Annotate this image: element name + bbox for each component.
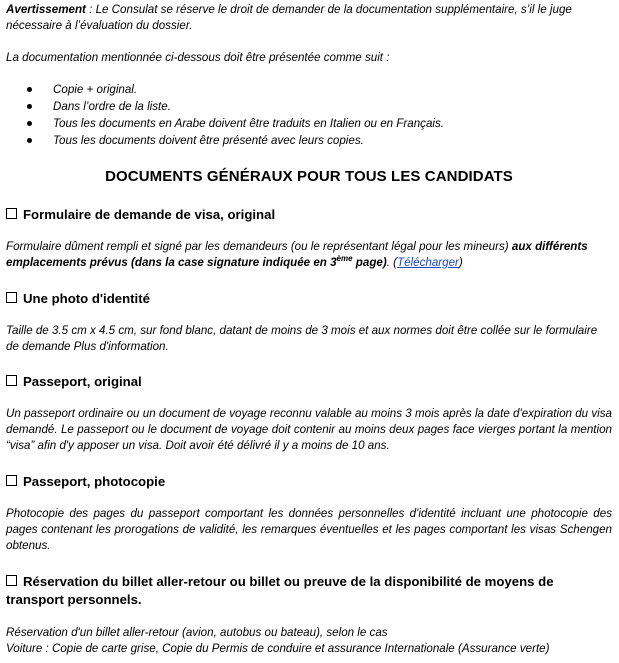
bullet-icon [27,138,32,143]
section-text-passport-copy: Photocopie des pages du passeport comportant les données personnelles d'identité incluant une photocopie des pages contenant les prorogations de validité, les remarques éventuelles et les pages comportant les visas Schengen obtenus. [6,507,612,552]
form-emphasis: aux différents emplacements prévus (dans la case signature indiquée en 3ème page) [6,240,588,269]
download-link[interactable]: Télécharger [397,256,459,269]
section-text-ticket-1: Réservation d'un billet aller-retour (avion, autobus ou bateau), selon le cas [6,626,388,639]
checkbox[interactable] [6,375,17,386]
checkbox[interactable] [6,208,17,219]
section-heading-passport: Passeport, original [6,373,612,391]
section-text-form: Formulaire dûment rempli et signé par les demandeurs (ou le représentant légal pour les mineurs) aux différents emplacements prévus (dans la case signature indiquée en 3ème page). (Télécharger) [6,240,588,269]
list-item: Copie + original. [6,82,444,99]
section-text-photo: Taille de 3.5 cm x 4.5 cm, sur fond blanc, datant de moins de 3 mois et aux normes doit être collée sur le formulaire de demande Plus d'information. [6,324,598,353]
bullet-icon [27,121,32,126]
bullet-icon [27,104,32,109]
page-title: DOCUMENTS GÉNÉRAUX POUR TOUS LES CANDIDATS [105,168,513,185]
intro-text: La documentation mentionnée ci-dessous doit être présentée comme suit : [6,51,390,64]
checkbox[interactable] [6,475,17,486]
bullet-icon [27,87,32,92]
section-heading-photo: Une photo d'identité [6,290,612,308]
instruction-list [6,82,444,150]
checkbox[interactable] [6,575,17,586]
warning-paragraph [6,2,612,34]
list-item: Tous les documents en Arabe doivent être traduits en Italien ou en Français. [6,116,444,133]
list-item: Tous les documents doivent être présenté avec leurs copies. [6,133,444,150]
section-heading-passport-copy: Passeport, photocopie [6,473,612,491]
section-heading-form: Formulaire de demande de visa, original [6,206,612,224]
warning-text: : Le Consulat se réserve le droit de demander de la documentation supplémentaire, s’il le juge nécessaire à l’évaluation du dossier. [6,3,572,32]
warning-label: Avertissement [6,3,86,16]
checkbox[interactable] [6,292,17,303]
section-heading-ticket: Réservation du billet aller-retour ou billet ou preuve de la disponibilité de moyens de transport personnels. [6,574,554,607]
list-item: Dans l’ordre de la liste. [6,99,444,116]
section-text-ticket-2: Voiture : Copie de carte grise, Copie du Permis de conduire et assurance Internationale (Assurance verte) [6,642,550,655]
section-text-passport: Un passeport ordinaire ou un document de voyage reconnu valable au moins 3 mois après la date d'expiration du visa demandé. Le passeport ou le document de voyage doit contenir au moins deux pages face vierges portant la mention “visa” afin d'y apposer un visa. Doit avoir été délivré il y a moins de 10 ans. [6,407,612,452]
